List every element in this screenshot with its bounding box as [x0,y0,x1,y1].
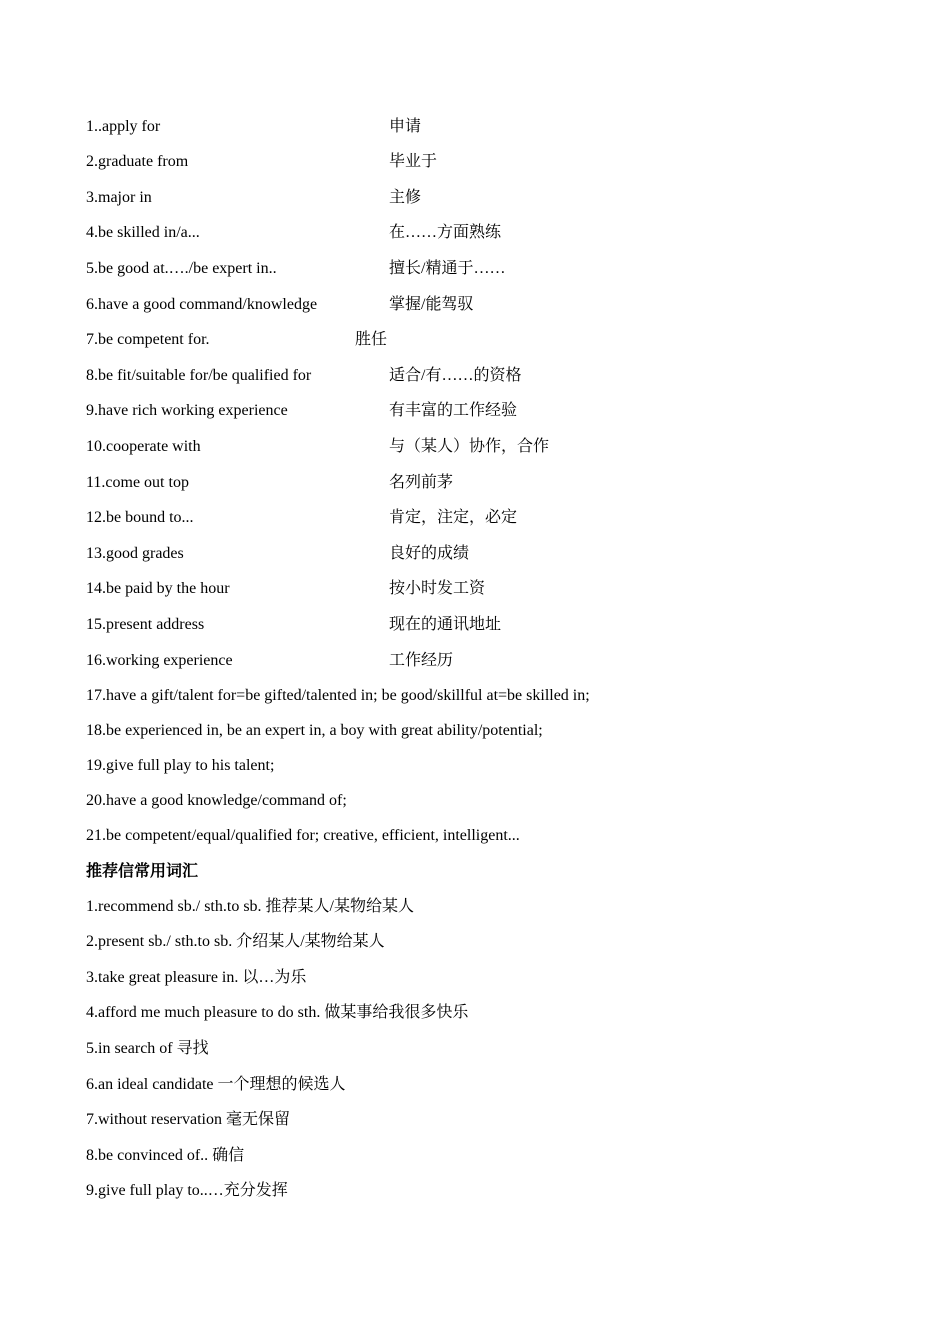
phrase-en: 4.be skilled in/a... [86,224,200,241]
phrase-zh: 有丰富的工作经验 [389,402,518,419]
recommendation-item: 2.present sb./ sth.to sb. 介绍某人/某物给某人 [86,933,385,950]
phrase-zh: 适合/有……的资格 [389,367,522,384]
phrase-en: 8.be fit/suitable for/be qualified for [86,367,312,384]
phrase-en: 6.have a good command/knowledge [86,296,318,313]
recommendation-item: 1.recommend sb./ sth.to sb. 推荐某人/某物给某人 [86,898,414,915]
phrase-en: 3.major in [86,189,152,206]
phrase-en: 14.be paid by the hour [86,580,230,597]
phrase-en: 2.graduate from [86,153,189,170]
phrase-zh: 与（某人）协作，合作 [389,438,550,455]
phrase-en: 1..apply for [86,118,161,135]
sentence-line: 18.be experienced in, be an expert in, a boy with great ability/potential; [86,722,543,739]
phrase-en: 10.cooperate with [86,438,201,455]
sentence-line: 17.have a gift/talent for=be gifted/talented in; be good/skillful at=be skilled in; [86,687,590,704]
phrase-zh: 按小时发工资 [389,580,486,597]
recommendation-item: 8.be convinced of.. 确信 [86,1147,245,1164]
sentence-line: 19.give full play to his talent; [86,757,275,774]
section-heading: 推荐信常用词汇 [86,863,199,880]
phrase-en: 7.be competent for. [86,331,210,348]
recommendation-item: 4.afford me much pleasure to do sth. 做某事给我很多快乐 [86,1004,469,1021]
phrase-zh: 申请 [389,118,422,135]
recommendation-item: 9.give full play to..…充分发挥 [86,1182,288,1199]
phrase-en: 16.working experience [86,652,233,669]
phrase-zh: 主修 [389,189,422,206]
phrase-en: 9.have rich working experience [86,402,288,419]
recommendation-item: 3.take great pleasure in. 以…为乐 [86,969,307,986]
recommendation-item: 5.in search of 寻找 [86,1040,209,1057]
phrase-zh: 毕业于 [389,153,438,170]
phrase-en: 12.be bound to... [86,509,194,526]
phrase-en: 5.be good at.…./be expert in.. [86,260,277,277]
phrase-zh: 肯定，注定，必定 [389,509,518,526]
phrase-zh: 掌握/能驾驭 [389,296,474,313]
phrase-en: 15.present address [86,616,205,633]
sentence-line: 20.have a good knowledge/command of; [86,792,347,809]
phrase-zh: 工作经历 [389,652,454,669]
recommendation-item: 7.without reservation 毫无保留 [86,1111,290,1128]
sentence-line: 21.be competent/equal/qualified for; creative, efficient, intelligent... [86,827,520,844]
phrase-zh: 擅长/精通于…… [389,260,506,277]
phrase-zh: 胜任 [355,331,388,348]
recommendation-item: 6.an ideal candidate 一个理想的候选人 [86,1076,346,1093]
phrase-zh: 良好的成绩 [389,545,470,562]
phrase-zh: 名列前茅 [389,474,454,491]
phrase-en: 13.good grades [86,545,184,562]
phrase-zh: 在……方面熟练 [389,224,502,241]
phrase-zh: 现在的通讯地址 [389,616,502,633]
phrase-en: 11.come out top [86,474,189,491]
